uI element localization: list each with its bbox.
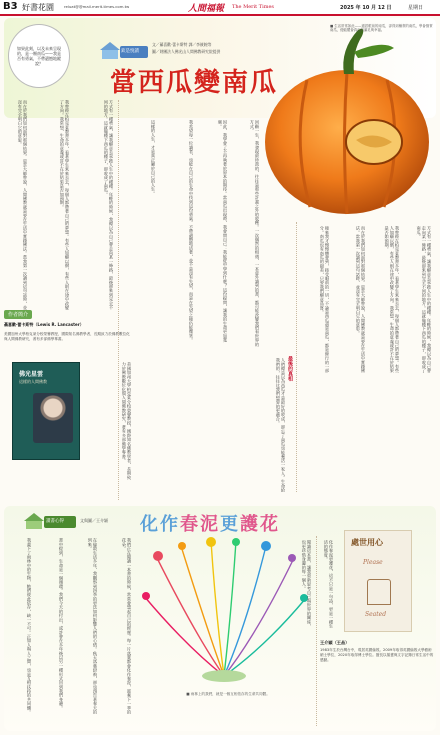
second-author-name: 王介穎（王品）	[320, 640, 350, 645]
masthead-rule	[0, 14, 440, 16]
second-column-tag: 讀書心得	[46, 519, 64, 524]
illustration-caption: ■ 雨林上的我們，就是一個互相依存的生命共同體。	[186, 692, 270, 696]
author-portrait	[33, 393, 73, 443]
second-house-icon	[22, 512, 78, 530]
feature-column-1: 方式有一種勇氣，讓我願意去承擔人生中的種種。年輕的時候，我總以為自己會走向某一條路，最後卻來到完全不同的地方。這就像種下西瓜的種子，卻收成了南瓜。	[416, 226, 432, 373]
second-column-1: 我們正在閱讀一本書的時候，常常會想起自己的經歷。每一片落葉都會化作春泥，滋養下一季的花朵。	[121, 538, 132, 714]
second-book-cover	[344, 530, 412, 632]
author-extra: 美國加州大學柏克萊分校榮譽教授，國際知名佛教學者，長期致力於佛教數位化與人間佛教研究，著有多部佛學專書。	[121, 362, 132, 480]
house-icon	[98, 40, 150, 60]
logo-en: The Merit Times	[232, 4, 274, 10]
logo-cn: 人間福報	[188, 4, 225, 14]
sidebar-note	[176, 356, 296, 496]
feature-column-8: 這樣的人生，才是真正屬於自己的人生。	[151, 120, 156, 196]
second-book-en1: Please	[363, 559, 383, 566]
feature-headline: 當西瓜變南瓜	[110, 68, 279, 98]
masthead	[0, 0, 440, 14]
feature-byline-1: 文／聶喜歡‧蕾卡斯特 譯／李筱婉等	[152, 42, 212, 47]
second-headline	[140, 510, 280, 536]
headline-part-2: 春泥	[180, 514, 220, 535]
feature-left-column-1: 方式有一種勇氣，讓我願意去承擔人生中的種種。年輕的時候，我總以為自己會走向某一條路，最後卻來到完全不同的地方。這就像種下西瓜的種子，卻收成了南瓜。	[103, 100, 114, 310]
feature-column-3: 而在於我們如何面對那個結果。星雲大師曾說，人間佛教就是要在生活中實踐佛法。當我第一次讀到這句話時，並沒有完全明白它的意思。	[355, 226, 366, 373]
bubble-text: 如果此刻，以及未來呈現的，是一顆南瓜——我是否有勇氣，不帶遺憾地縱說？	[17, 45, 61, 67]
second-author-bio: 1983年生於台灣台中，現居英國倫敦。2009年取得英國倫敦大學藝術碩士學位，2020年取得博士學位。擅長以插畫與文字記錄日常生活中的感動。	[320, 648, 434, 662]
column-separator	[118, 100, 119, 500]
column-separator	[316, 536, 317, 726]
column-separator	[296, 222, 297, 492]
issue-date: 2025 年 10 月 12 日	[340, 5, 392, 11]
section-name: 好書花園	[22, 3, 54, 12]
second-column-2: 在倫敦生活多年，我觀察到四季的更迭如何影響人們的心情。秋天落葉紛飛，卻也預告著春天的到來。	[87, 538, 98, 714]
headline-part-4: 護花	[240, 514, 280, 535]
headline-part-3: 更	[220, 514, 240, 535]
book-cover	[12, 362, 80, 460]
feature-column-7: 我希望每一位讀者，也能在自己的生命中找到這份勇氣。不帶遺憾地活著，並不是沒有失望，而是在失望之後仍能微笑。	[189, 120, 194, 343]
email: reluat@@mail.merit-times.com.tw	[64, 4, 130, 9]
second-column-5: 閱讀這本書，讓我重新思考自己與世界的關係，也更珍惜身邊的每一個人。	[301, 540, 312, 628]
second-column-4: 我畫下了雨林中的生物，牠們彼此依存，缺一不可。正如人與人之間，也是互相扶持的共同體。	[27, 538, 32, 714]
second-book-en2: Seated	[365, 611, 387, 618]
feature-byline-2: 圖／財團法人佛光山人間佛教研究院提供	[152, 49, 221, 54]
thought-bubble	[8, 24, 70, 88]
book-chair-art	[367, 579, 391, 605]
weekday: 星期日	[408, 5, 424, 11]
feature-column-5: 回顧一生，我發現最珍貴的，往往是那些計畫之外的收穫。一次偶然的相遇，一本意外讀到的書，都可能改變我們看世界的方式。	[249, 120, 260, 347]
feature-column-4: 後來我才慢慢體會到，接受眼前的一切，不論是西瓜還是南瓜，都是修行的一部分。南瓜也有南瓜的甜美，只要我們願意品嘗。	[319, 226, 330, 373]
second-book-title: 處世用心	[351, 538, 383, 547]
feature-column-2: 我曾經在柏克萊教書多年，看著學生來來去去，每個人都帶著自己的夢想。有些人如願以償，有些人則在途中改變了方向。我常想，生命的意義或許不在於結果是否如預期。	[384, 226, 400, 373]
author-bio: 美國加州大學柏克萊分校榮譽教授，國際知名佛教學者，長期致力於佛教數位化與人間佛教研究，著有多部佛學專書。	[4, 332, 130, 341]
headline-part-1: 化作	[140, 514, 180, 535]
column-tag: 欽是悅讀	[121, 49, 139, 54]
feature-left-column-2: 我曾經在柏克萊教書多年，看著學生來來去去，每個人都帶著自己的夢想。有些人如願以償，有些人則在途中改變了方向。我常想，生命的意義或許不在於結果是否如預期。	[59, 100, 70, 310]
rainforest-illustration	[136, 536, 312, 686]
photo-caption: ■ 生活常常如此——還認眼前的南瓜，卻得到種實的南瓜，學會揹實南瓜，便能體會真正的滿足與幸福。	[330, 24, 433, 33]
book-subtitle: 這樣的人間佛教	[19, 379, 47, 384]
page-number: B3	[3, 1, 18, 12]
second-column-3: 書中提到，生命是一個循環。我們今天的付出，或許會在多年後以另一種形式回到我們身邊。	[59, 538, 64, 710]
author-box-title: 作者簡介	[4, 310, 32, 319]
author-box	[4, 310, 134, 510]
author-name: 聶喜歡‧蕾卡斯特（Lewis R. Lancaster）	[4, 322, 84, 327]
second-column-6: 化作春泥更護花，這不只是一句詩，更是一種生活的態度。	[323, 540, 334, 628]
second-byline: 文與圖／王介穎	[80, 518, 108, 523]
sidebar-note-title: 最後的真相	[287, 356, 293, 381]
second-author-note	[320, 640, 434, 662]
pumpkin-illustration	[262, 22, 432, 222]
feature-column-6: 因此，我學會了不再執著於原本的期待。當南瓜出現時，我會問自己：我能從中學到什麼？這份提問，讓我的生命更加寬廣。	[217, 120, 228, 343]
book-title: 佛光星雲	[19, 371, 44, 378]
sidebar-note-text: 人們總是以為西瓜才是最好的收成，卻忘了南瓜也能養活一家人。生命給我們的，往往比我們想要的更適合。	[275, 358, 286, 493]
feature-left-column-3: 而在於我們如何面對那個結果。星雲大師曾說，人間佛教就是要在生活中實踐佛法。當我第一次讀到這句話時，並沒有完全明白它的意思。	[17, 100, 28, 310]
